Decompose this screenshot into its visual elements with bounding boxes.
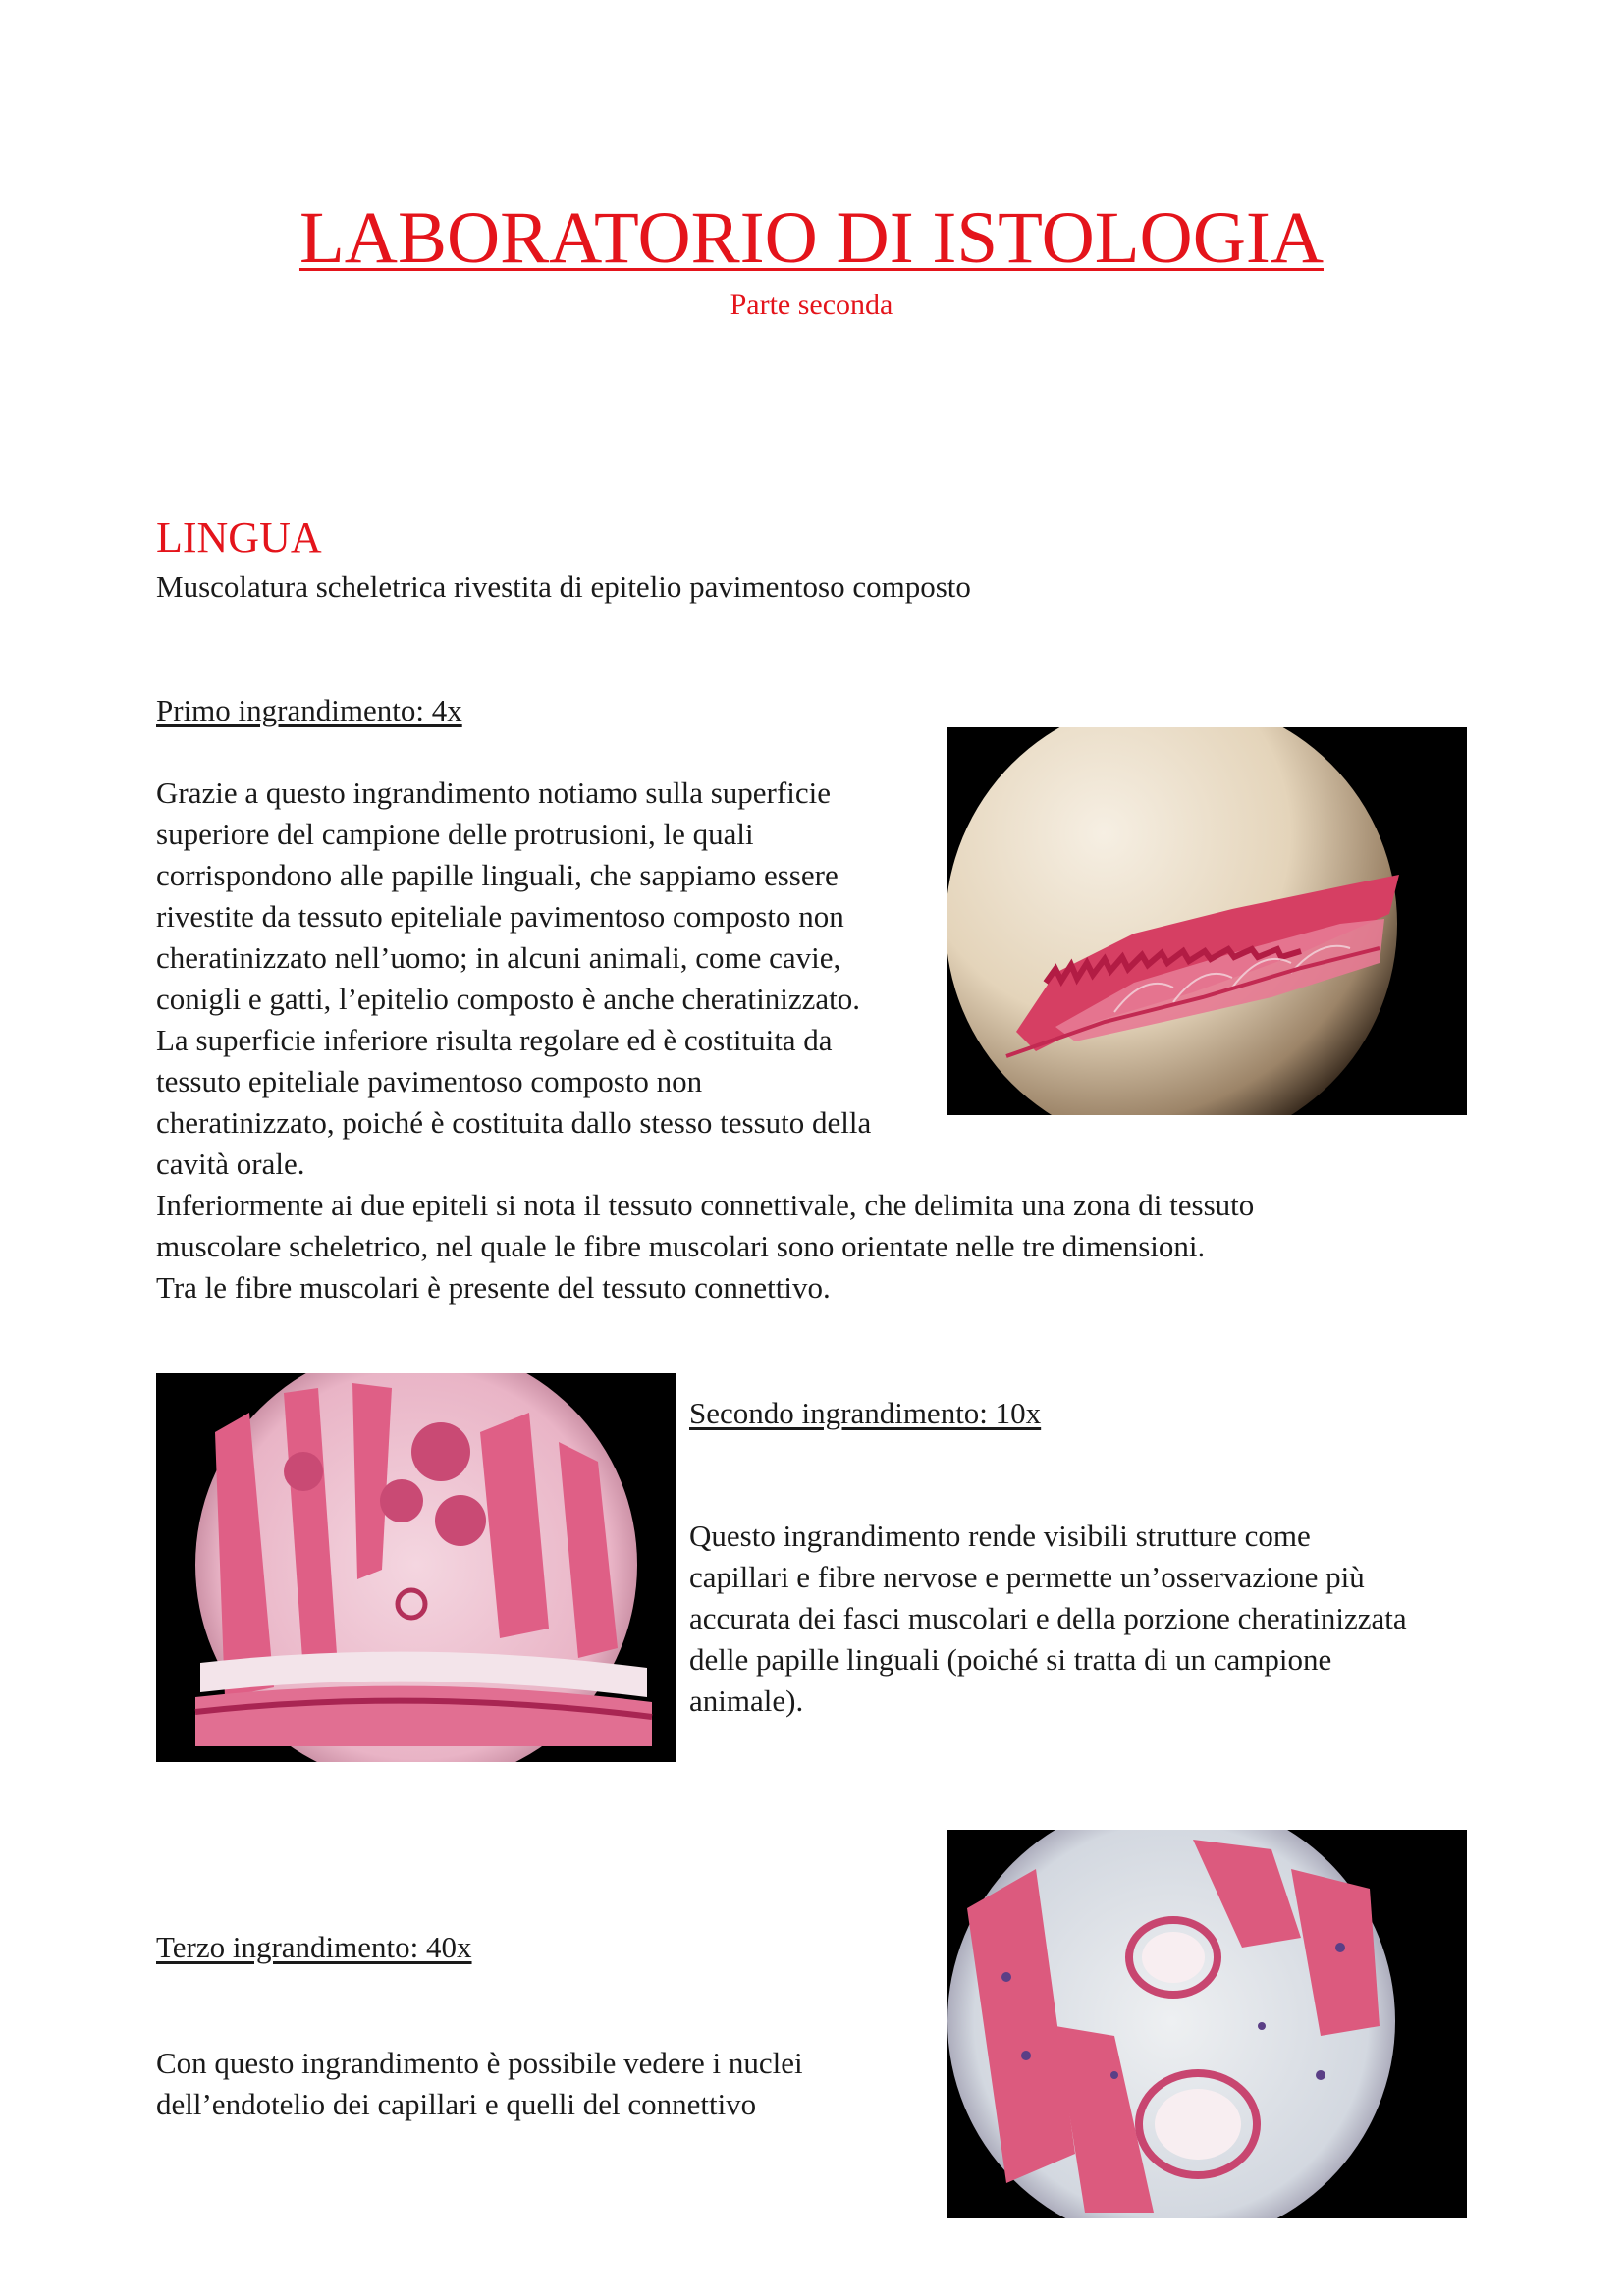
text-line: tessuto epiteliale pavimentoso composto non <box>156 1064 703 1098</box>
page-subtitle: Parte seconda <box>730 289 893 321</box>
text-line: rivestite da tessuto epiteliale pavimentoso composto non <box>156 899 844 934</box>
text-line: cavità orale. <box>156 1147 305 1181</box>
text-line: capillari e fibre nervose e permette un’osservazione più <box>689 1560 1365 1594</box>
text-line: corrispondono alle papille linguali, che sappiamo essere <box>156 858 839 892</box>
heading-third-magnification: Terzo ingrandimento: 40x <box>156 1930 472 1964</box>
text-line: Grazie a questo ingrandimento notiamo sulla superficie <box>156 775 831 810</box>
text-line: superiore del campione delle protrusioni, le quali <box>156 817 754 851</box>
text-line: animale). <box>689 1683 804 1718</box>
heading-second-magnification: Secondo ingrandimento: 10x <box>689 1396 1042 1430</box>
text-line: dell’endotelio dei capillari e quelli del connettivo <box>156 2087 757 2121</box>
text-line: Con questo ingrandimento è possibile vedere i nuclei <box>156 2046 803 2080</box>
text-line: La superficie inferiore risulta regolare ed è costituita da <box>156 1023 833 1057</box>
text-line: Inferiormente ai due epiteli si nota il tessuto connettivale, che delimita una zona di tessuto <box>156 1188 1255 1222</box>
paragraph-third <box>156 2043 803 2125</box>
paragraph-first-full <box>156 1185 1254 1308</box>
text-line: muscolare scheletrico, nel quale le fibre muscolari sono orientate nelle tre dimensioni. <box>156 1229 1206 1263</box>
heading-first-magnification: Primo ingrandimento: 4x <box>156 693 462 727</box>
text-line: cheratinizzato nell’uomo; in alcuni animali, come cavie, <box>156 940 841 975</box>
micrograph-10x <box>156 1373 676 1762</box>
text-line: delle papille linguali (poiché si tratta di un campione <box>689 1642 1332 1677</box>
text-line: Questo ingrandimento rende visibili strutture come <box>689 1519 1311 1553</box>
paragraph-second <box>689 1516 1407 1722</box>
text-line: cheratinizzato, poiché è costituita dallo stesso tessuto della <box>156 1105 872 1140</box>
text-line: accurata dei fasci muscolari e della porzione cheratinizzata <box>689 1601 1407 1635</box>
section-description: Muscolatura scheletrica rivestita di epitelio pavimentoso composto <box>156 569 971 604</box>
section-title: LINGUA <box>156 513 322 561</box>
text-line: Tra le fibre muscolari è presente del tessuto connettivo. <box>156 1270 831 1305</box>
micrograph-40x <box>947 1830 1467 2218</box>
micrograph-4x <box>947 727 1467 1115</box>
page-title: LABORATORIO DI ISTOLOGIA <box>298 197 1325 279</box>
text-line: conigli e gatti, l’epitelio composto è anche cheratinizzato. <box>156 982 861 1016</box>
paragraph-first-beside <box>156 773 871 1185</box>
